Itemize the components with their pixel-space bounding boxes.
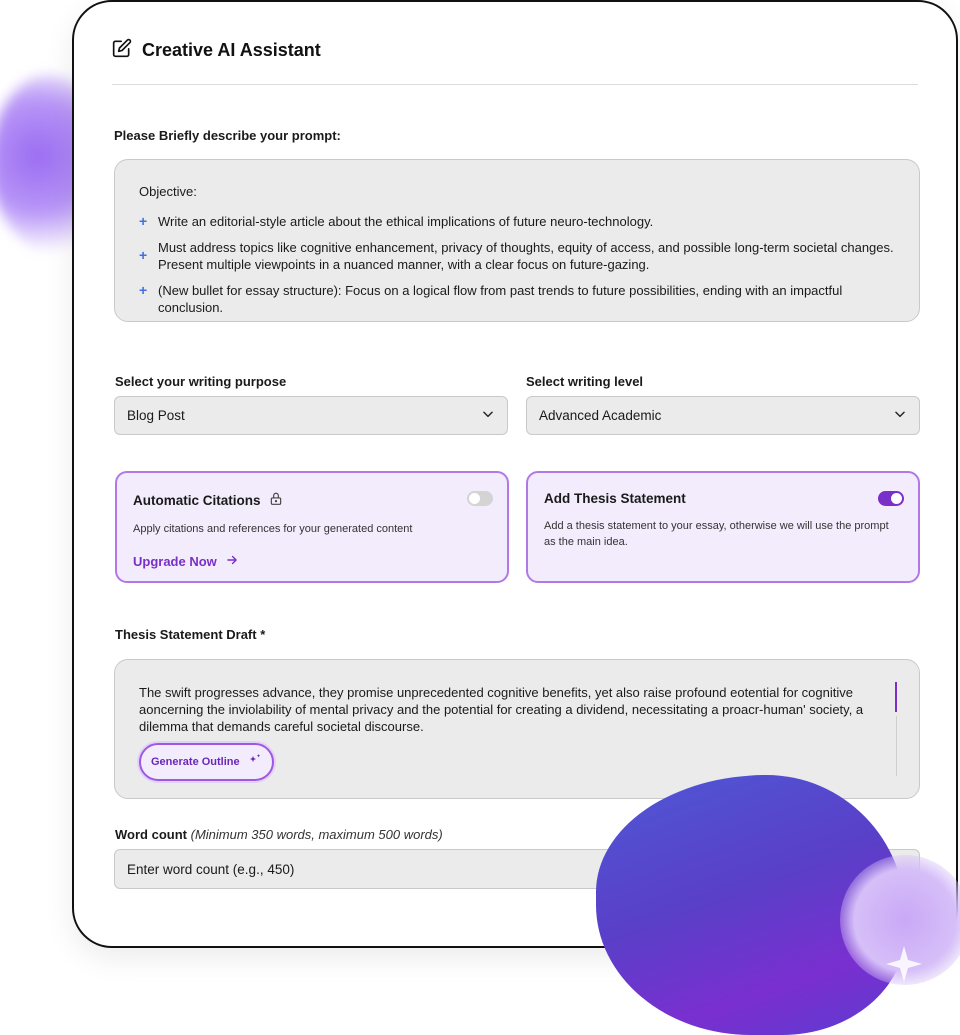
lock-icon [269, 491, 283, 509]
prompt-bullets [139, 213, 895, 316]
thesis-text: The swift progresses advance, they promise unprecedented cognitive benefits, yet also raise profound eotential for cognitive aoncerning the inviolability of mental privacy and the potential for creating a dividend, necessitating a proacr-human' society, a dilemma that demands careful societal discourse. [139, 685, 864, 734]
toggle-knob [891, 493, 902, 504]
chevron-down-icon [481, 407, 495, 424]
citations-title-row [133, 491, 491, 509]
purpose-label: Select your writing purpose [115, 374, 287, 389]
word-count-label: Word count [115, 827, 187, 842]
page-title: Creative AI Assistant [142, 40, 321, 60]
toggle-knob [469, 493, 480, 504]
thesis-toggle-title: Add Thesis Statement [544, 491, 686, 506]
citations-toggle[interactable] [467, 491, 493, 506]
level-select[interactable] [526, 396, 920, 435]
purpose-select[interactable] [114, 396, 508, 435]
word-count-label-row [115, 827, 443, 842]
citations-desc: Apply citations and references for your generated content [133, 523, 413, 535]
level-value: Advanced Academic [539, 408, 662, 423]
edit-icon [112, 38, 132, 63]
plus-icon: + [139, 213, 148, 229]
divider [112, 84, 918, 85]
list-item: + Write an editorial-style article about the ethical implications of future neuro-technology. [139, 213, 654, 229]
citations-card [115, 471, 509, 583]
purpose-value: Blog Post [127, 408, 185, 423]
thesis-label: Thesis Statement Draft * [115, 627, 266, 642]
scrollbar[interactable] [896, 716, 897, 776]
plus-icon: + [139, 282, 148, 298]
sparkles-icon [248, 753, 262, 771]
sparkle-icon [884, 944, 924, 984]
list-item: + (New bullet for essay structure): Focus on a logical flow from past trends to future possibilities, ending with an impactful conclusion. [139, 282, 843, 315]
word-count-placeholder: Enter word count (e.g., 450) [127, 861, 295, 877]
level-label: Select writing level [526, 374, 644, 389]
citations-title: Automatic Citations [133, 492, 261, 508]
prompt-textarea[interactable] [114, 159, 920, 322]
plus-icon: + [139, 247, 148, 263]
word-count-hint: (Minimum 350 words, maximum 500 words) [190, 827, 443, 842]
prompt-label: Please Briefly describe your prompt: [114, 128, 341, 143]
upgrade-label: Upgrade Now [133, 554, 217, 569]
upgrade-link[interactable] [133, 553, 491, 570]
prompt-objective: Objective: [139, 184, 197, 199]
generate-outline-button[interactable] [139, 743, 274, 781]
thesis-toggle-desc: Add a thesis statement to your essay, otherwise we will use the prompt as the main idea. [544, 520, 889, 548]
generate-outline-label: Generate Outline [151, 755, 240, 768]
list-item: + Must address topics like cognitive enhancement, privacy of thoughts, equity of access, and possible long-term societal changes. Present multiple viewpoints in a nuanced manner, with a clear focus on future-gazing. [139, 240, 894, 272]
text-caret [895, 682, 897, 712]
header [112, 38, 321, 63]
thesis-toggle[interactable] [878, 491, 904, 506]
arrow-right-icon [225, 553, 239, 570]
chevron-down-icon [893, 407, 907, 424]
thesis-toggle-card [526, 471, 920, 583]
